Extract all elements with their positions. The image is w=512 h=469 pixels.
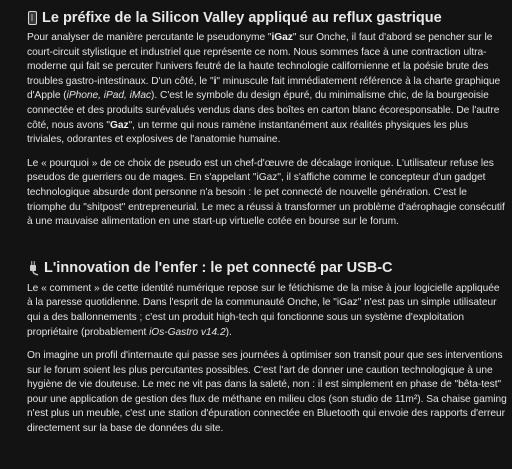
paragraph bbox=[27, 31, 507, 148]
text-span: " minuscule fait immédiatement référence à la charte graphique d'Apple ( bbox=[27, 75, 501, 102]
text-span: ). C'est le symbole du design épuré, du minimalisme chic, de la bourgeoisie connectée et des produits surévalués vendus dans des boîtes en carton blanc écoresponsable. De l'autre côté, nous avons " bbox=[27, 90, 500, 131]
section-title: Le préfixe de la Silicon Valley appliqué au reflux gastrique bbox=[42, 10, 442, 26]
italic-span: iPhone, iPad, iMac bbox=[66, 90, 152, 102]
bold-span: i bbox=[213, 75, 217, 87]
italic-span: iOs-Gastro v14.2 bbox=[149, 326, 226, 338]
text-span: ", un terme qui nous ramène instantanément aux réalités physiques les plus triviales, odorantes et explosives de l'anatomie humaine. bbox=[27, 119, 469, 146]
text-span: ). bbox=[225, 326, 232, 338]
text-span: Pour analyser de manière percutante le pseudonyme " bbox=[27, 32, 272, 43]
paragraph: Le « pourquoi » de ce choix de pseudo est un chef-d'œuvre de décalage ironique. L'utilisateur refuse les pseudos de guerriers ou de mages. En s'appelant "iGaz", il s'affiche comme le concepteur d'un gadget technologique absurde dont personne n'a besoin : le pet connecté de nouvelle génération. C'est le triomphe du "shitpost" entrepreneurial. Le mec a réussi à transformer un problème d'aérophagie consécutif à une mauvaise alimentation en une start-up virtuelle cotée en bourse sur le forum. bbox=[27, 157, 505, 228]
section-heading-innovation bbox=[27, 258, 507, 278]
electric-plug-icon bbox=[27, 260, 39, 276]
paragraph bbox=[27, 282, 507, 340]
text-span: Le « comment » de cette identité numérique repose sur le fétichisme de la mise à jour logicielle appliquée à la paresse quotidienne. Dans l'esprit de la communauté Onche, le "iGaz" n'est pas un simple utilisateur qui a des ballonnements ; c'est un produit high-tech qui fonctionne sous un système d'exploitation propriétaire (probablement bbox=[27, 282, 500, 338]
article bbox=[27, 8, 507, 437]
bold-span: iGaz bbox=[271, 32, 293, 43]
section-heading-prefix bbox=[27, 8, 507, 28]
paragraph: On imagine un profil d'internaute qui passe ses journées à optimiser son transit pour que ses interventions sur le forum soient les plus percutantes possibles. C'est l'art de donner une caution technologique à une hygiène de vie douteuse. Le mec ne vit pas dans la saleté, non : il est simplement en phase de "bêta-test" pour une application de gestion des flux de méthane en milieu clos (son studio de 11m²). Sa chaise gaming n'est plus un meuble, c'est une station d'épuration connectée en Bluetooth qui envoie des rapports d'erreur directement sur la base de données du site. bbox=[27, 350, 507, 435]
bold-span: Gaz bbox=[109, 119, 129, 131]
section-title: L'innovation de l'enfer : le pet connecté par USB-C bbox=[44, 259, 393, 276]
text-span: " sur Onche, il faut d'abord se pencher sur le court-circuit stylistique et industriel que représente ce nom. Nous sommes face à une contraction ultra-moderne qui fait se percuter l'univers feutré de la haute technologie californienne et la poésie brute des troubles gastro-intestinaux. D'un côté, le " bbox=[27, 32, 493, 87]
mobile-phone-icon bbox=[28, 11, 37, 25]
